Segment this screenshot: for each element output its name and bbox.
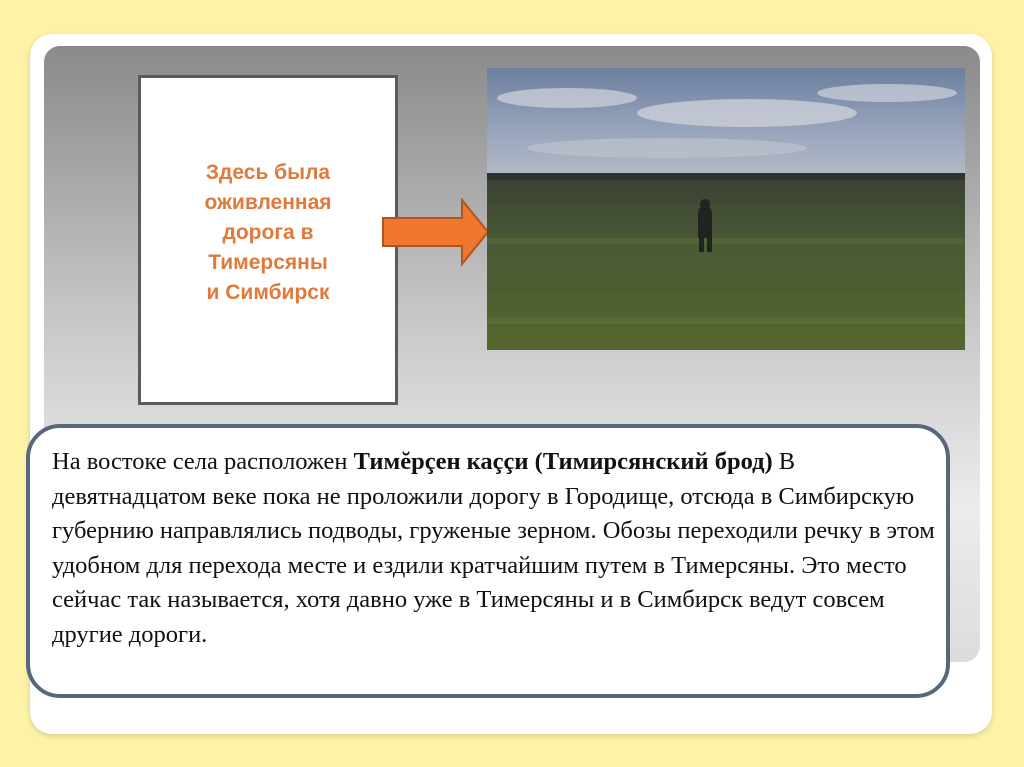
description-text [52,445,942,652]
caption-box [138,75,398,405]
description-body: В девятнадцатом веке пока не проложили дорогу в Городище, отсюда в Симбирскую губернию направлялись подводы, груженые зерном. Обозы переходили речку в этом удобном для перехода месте и ездили кратчайшим путем в Тимерсяны. Это место сейчас так называется, хотя давно уже в Тимерсяны и в Симбирск ведут совсем другие дороги. [52,448,935,648]
caption-text: Здесь была оживленная дорога в Тимерсяны и Симбирск [204,161,332,304]
description-intro: На востоке села расположен [52,448,354,475]
field-photo [487,68,965,350]
place-name: Тимĕрçен каççи (Тимирсянский брод) [353,448,773,475]
right-arrow-icon [380,198,490,268]
